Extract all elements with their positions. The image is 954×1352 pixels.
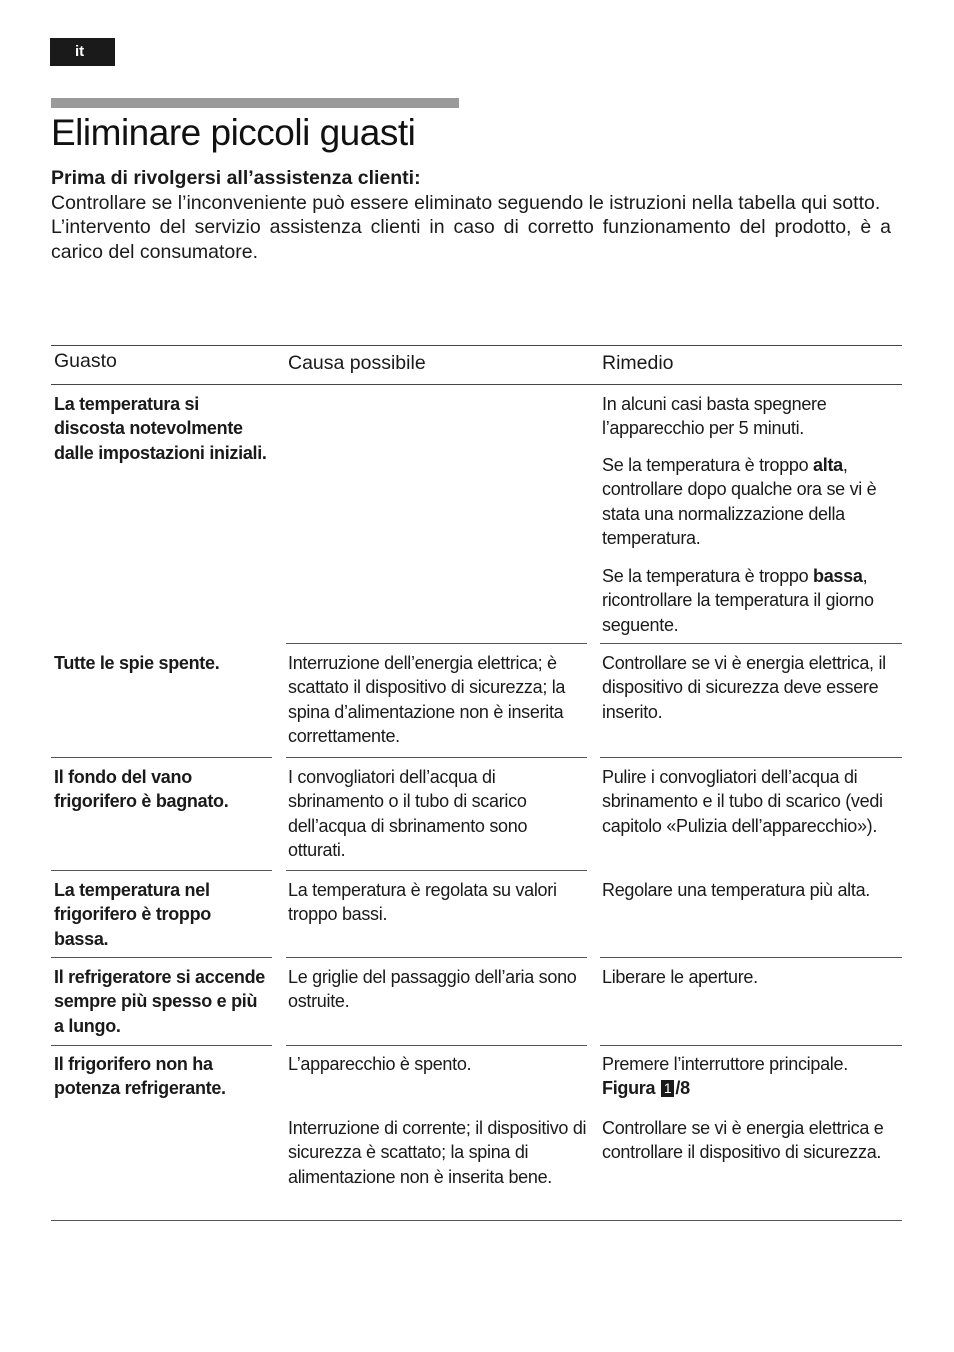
page-title: Eliminare piccoli guasti — [51, 112, 416, 153]
header-cause: Causa possibile — [288, 352, 426, 374]
row-divider — [51, 757, 272, 758]
table-row-cause: L’apparecchio è spento. — [288, 1054, 472, 1074]
table-row-cause: Le griglie del passaggio dell’aria sono ostruite. — [288, 967, 577, 1012]
header-bottom-rule — [51, 384, 902, 385]
table-row-cause: Interruzione dell’energia elettrica; è scattato il dispositivo di sicurezza; la spina d’alimentazione non è inserita correttamente. — [288, 653, 566, 746]
table-row-fault: Il fondo del vano frigorifero è bagnato. — [54, 767, 229, 812]
table-bottom-rule — [51, 1220, 902, 1221]
row-divider — [600, 643, 902, 644]
row-divider — [51, 957, 272, 958]
remedy-text: Se la temperatura è troppo bassa, ricontrollare la temperatura il giorno seguente. — [602, 566, 874, 635]
row-divider — [286, 1045, 587, 1046]
row-divider — [51, 870, 272, 871]
row-divider — [286, 870, 587, 871]
table-row-fault: La temperatura nel frigorifero è troppo bassa. — [54, 880, 211, 949]
row-divider — [286, 957, 587, 958]
table-row-remedy: Liberare le aperture. — [602, 967, 758, 987]
table-row-remedy: Pulire i convogliatori dell’acqua di sbrinamento e il tubo di scarico (vedi capitolo «Pulizia dell’apparecchio»). — [602, 767, 883, 836]
table-top-rule — [51, 345, 902, 346]
table-row-cause: Interruzione di corrente; il dispositivo di sicurezza è scattato; la spina di alimentazione non è inserita bene. — [288, 1118, 587, 1187]
table-row-remedy: Controllare se vi è energia elettrica e controllare il dispositivo di sicurezza. — [602, 1118, 884, 1163]
table-row-remedy: Regolare una temperatura più alta. — [602, 880, 870, 900]
row-divider — [51, 1045, 272, 1046]
remedy-text: In alcuni casi basta spegnere l’apparecchio per 5 minuti. — [602, 394, 827, 439]
header-fault: Guasto — [54, 350, 117, 372]
table-row-cause: La temperatura è regolata su valori troppo bassi. — [288, 880, 557, 925]
figure-number-badge: 1 — [661, 1080, 675, 1097]
table-row-fault: Tutte le spie spente. — [54, 653, 220, 673]
table-row-remedy — [602, 453, 900, 550]
table-row-fault: Il frigorifero non ha potenza refrigerante. — [54, 1054, 226, 1099]
row-divider — [600, 1045, 902, 1046]
intro-paragraph: L’intervento del servizio assistenza clienti in caso di corretto funzionamento del prodotto, è a carico del consumatore. — [51, 216, 891, 263]
table-row-fault: La temperatura si discosta notevolmente dalle impostazioni iniziali. — [54, 394, 267, 463]
title-rule — [51, 98, 459, 108]
intro-section — [51, 166, 891, 264]
row-divider — [286, 643, 587, 644]
header-remedy: Rimedio — [602, 352, 674, 374]
table-row-remedy: Controllare se vi è energia elettrica, il dispositivo di sicurezza deve essere inserito. — [602, 653, 886, 722]
intro-lead: Prima di rivolgersi all’assistenza clienti: — [51, 167, 421, 189]
intro-paragraph: Controllare se l’inconveniente può essere eliminato seguendo le istruzioni nella tabella qui sotto. — [51, 191, 881, 214]
table-row-fault: Il refrigeratore si accende sempre più spesso e più a lungo. — [54, 967, 266, 1036]
row-divider — [600, 757, 902, 758]
table-row-cause: I convogliatori dell’acqua di sbrinamento o il tubo di scarico dell’acqua di sbrinamento sono otturati. — [288, 767, 528, 860]
table-row-remedy — [602, 1052, 900, 1101]
figure-reference: Figura 1 /8 — [602, 1078, 690, 1099]
remedy-text: Se la temperatura è troppo alta, controllare dopo qualche ora se vi è stata una normalizzazione della temperatura. — [602, 455, 877, 548]
remedy-text: Premere l’interruttore principale. — [602, 1054, 848, 1074]
row-divider — [600, 957, 902, 958]
table-row-remedy — [602, 564, 900, 637]
row-divider — [286, 757, 587, 758]
table-row-remedy — [602, 392, 900, 441]
language-tab: it — [50, 38, 115, 66]
